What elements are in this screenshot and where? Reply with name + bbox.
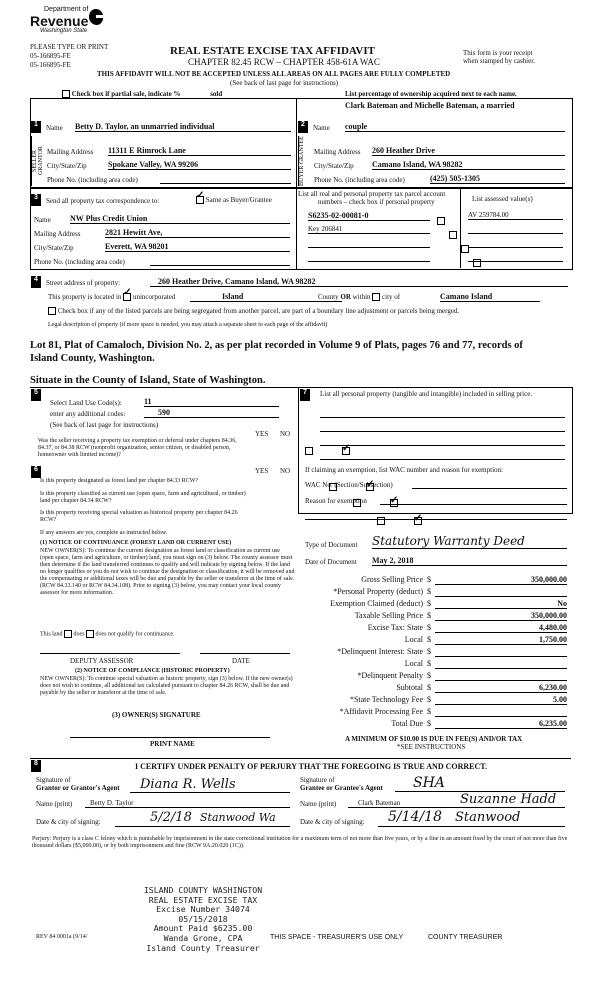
s6-no: NO bbox=[280, 467, 291, 475]
buyer-address-label: Mailing Address bbox=[314, 148, 361, 156]
parcel-2[interactable]: Key 206841 bbox=[308, 225, 430, 234]
calc-label: Total Due bbox=[391, 719, 423, 728]
county-or-row bbox=[318, 293, 400, 301]
doc-date-label: Date of Document bbox=[305, 558, 357, 566]
personal-line-1[interactable] bbox=[320, 417, 565, 418]
personal-line-3[interactable] bbox=[320, 445, 565, 446]
exemption-no-checkbox[interactable] bbox=[342, 447, 350, 455]
treasurer-stamp bbox=[128, 886, 278, 953]
buyer-address[interactable]: 260 Heather Drive bbox=[372, 146, 565, 156]
same-as-buyer-checkbox[interactable] bbox=[196, 196, 204, 204]
deputy-assessor-line[interactable] bbox=[40, 653, 180, 654]
assessed-1[interactable]: AV 259784.00 bbox=[468, 211, 563, 220]
notice1-title: (1) NOTICE OF CONTINUANCE (FOREST LAND OR CURRENT USE) bbox=[40, 540, 232, 546]
partial-sale-sold: sold bbox=[210, 90, 223, 98]
section-2-number: 2 bbox=[298, 121, 308, 133]
grantor-city: Stanwood Wa bbox=[200, 811, 276, 824]
seller-name-label: Name bbox=[46, 124, 63, 132]
same-as-buyer-row bbox=[196, 196, 272, 204]
additional-codes-label: enter any additional codes: bbox=[50, 410, 126, 418]
buyer-side-text: BUYER GRANTEE bbox=[298, 136, 311, 186]
current-use-question: Is this property classified as current use (open space, farm and agricultural, or timber) land per chapter 84.34 RCW? bbox=[40, 491, 246, 504]
this-land-label: This land bbox=[40, 631, 63, 638]
does-not-checkbox[interactable] bbox=[86, 630, 94, 638]
calc-label: Excise Tax: State bbox=[367, 623, 423, 632]
deputy-date-line[interactable] bbox=[200, 653, 290, 654]
see-instructions: *SEE INSTRUCTIONS bbox=[397, 743, 466, 751]
stamp-line-7: Island County Treasurer bbox=[146, 942, 260, 953]
corr-address[interactable]: 2821 Hewitt Ave, bbox=[105, 228, 290, 238]
form-code-2: 05-166895-FE bbox=[30, 61, 71, 69]
seller-name[interactable]: Betty D. Taylor, an unmarried individual bbox=[75, 122, 291, 132]
calc-currency: $ bbox=[427, 671, 431, 680]
seller-city[interactable]: Spokane Valley, WA 99206 bbox=[108, 160, 291, 170]
calc-value[interactable] bbox=[435, 587, 567, 597]
calc-value[interactable]: 6,230.00 bbox=[435, 683, 567, 693]
same-as-buyer-label: Same as Buyer/Grantee bbox=[205, 196, 272, 204]
dept-line3: Washington State bbox=[40, 28, 88, 34]
calc-label: *Affidavit Processing Fee bbox=[339, 707, 423, 716]
city-of-label: city of bbox=[382, 293, 401, 301]
grantee-name-label: Name (print) bbox=[300, 800, 337, 808]
corr-address-label: Mailing Address bbox=[34, 230, 81, 238]
exemption-question: Was the seller receiving a property tax exemption or deferral under chapters 84.36, 84.37, or 84.38 RCW (nonprofit organization, senior citizen, or disabled person, homeowner with limited income)? bbox=[38, 438, 237, 458]
calc-value[interactable] bbox=[435, 671, 567, 681]
calc-value[interactable]: 350,000.00 bbox=[435, 575, 567, 585]
stamp-line-4: 05/15/2018 bbox=[178, 913, 228, 924]
form-subtitle: CHAPTER 82.45 RCW – CHAPTER 458-61A WAC bbox=[188, 57, 380, 67]
deputy-date-label: DATE bbox=[232, 657, 250, 665]
deputy-assessor-label: DEPUTY ASSESSOR bbox=[70, 657, 134, 665]
grantee-date: 5/14/18 bbox=[388, 809, 442, 825]
does-not-label: does not qualify for continuance. bbox=[95, 631, 175, 638]
dor-logo-icon bbox=[88, 8, 104, 26]
grantor-sig-label-1: Signature of bbox=[36, 776, 71, 784]
notice2-body: NEW OWNER(S): To continue special valuation as historic property, sign (3) below. If the new owner(s) does not wish to continue, all additional tax calculated pursuant to chapter 84.26 RCW, shall be due and payable by the seller or transferor at the time of sale. bbox=[40, 676, 293, 696]
seller-address-label: Mailing Address bbox=[47, 148, 94, 156]
see-back-note: (See back of last page for instructions) bbox=[230, 79, 339, 87]
calc-label: Local bbox=[404, 659, 423, 668]
street-address[interactable]: 260 Heather Drive, Camano Island, WA 98282 bbox=[150, 277, 568, 287]
grantee-sig-label-2: Grantee or Grantee's Agent bbox=[300, 784, 383, 792]
form-code-1: 05-166895-FE bbox=[30, 52, 71, 60]
corr-name-label: Name bbox=[34, 216, 51, 224]
calc-value[interactable]: 4,480.00 bbox=[435, 623, 567, 633]
calc-label: *State Technology Fee bbox=[349, 695, 423, 704]
unincorporated-label: unincorporated bbox=[132, 293, 176, 301]
reason-label: Reason for exemption bbox=[305, 497, 367, 505]
calc-label: *Personal Property (deduct) bbox=[333, 587, 423, 596]
dept-line1: Department of bbox=[44, 6, 89, 13]
calc-row bbox=[305, 586, 570, 598]
buyer-name-line2[interactable]: couple bbox=[345, 122, 565, 132]
parcel-header-1: List all real and personal property tax parcel account bbox=[298, 190, 446, 198]
calc-value[interactable] bbox=[435, 647, 567, 657]
county-treasurer-label: COUNTY TREASURER bbox=[428, 934, 503, 941]
grantor-name-label: Name (print) bbox=[36, 800, 73, 808]
calc-row bbox=[305, 658, 570, 670]
wac-field[interactable] bbox=[412, 488, 567, 489]
calc-row bbox=[305, 646, 570, 658]
calc-label: *Delinquent Penalty bbox=[357, 671, 423, 680]
land-use-code[interactable]: 11 bbox=[144, 397, 279, 407]
grantor-date-label: Date & city of signing: bbox=[36, 818, 101, 826]
buyer-phone-label: Phone No. (including area code) bbox=[314, 176, 405, 184]
unincorporated-checkbox[interactable] bbox=[123, 293, 131, 301]
notice1-body: NEW OWNER(S): To continue the current designation as forest land or classification as current use (open space, farm and agriculture, or timber) land, you must sign on (3) below. The county assessor must then determine if the land transferred continues to qualify and will indicate by signing below. If the land no longer qualifies or you do not wish to continue the designation or classification, it will be removed and the compensating or additional taxes will be due and payable by the seller or transferor at the time of sale. (RCW 84.33.140 or RCW 84.34.108). Prior to signing (3) below, you may contact your local county assessor for more information. bbox=[40, 548, 295, 596]
receipt-note-1: This form is your receipt bbox=[463, 49, 533, 57]
any-answers-note: If any answers are yes, complete as instructed below. bbox=[40, 530, 168, 536]
partial-sale-label: Check box if partial sale, indicate % bbox=[71, 90, 181, 98]
exemption-yes-checkbox[interactable] bbox=[305, 447, 313, 455]
parcel-2-checkbox[interactable] bbox=[449, 231, 457, 239]
section-4-number: 4 bbox=[31, 276, 41, 288]
ownership-note: List percentage of ownership acquired next to each name. bbox=[345, 90, 517, 98]
calc-value[interactable]: 6,235.00 bbox=[435, 719, 567, 729]
calc-currency: $ bbox=[427, 695, 431, 704]
correspondence-label: Send all property tax correspondence to: bbox=[46, 197, 160, 205]
city-checkbox[interactable] bbox=[372, 293, 380, 301]
perjury-statement: Perjury: Perjury is a class C felony which is punishable by imprisonment in the state correctional institution for a maximum term of not more than five years, or by a fine in an amount fixed by the court of not more than five thousand dollars ($5,000.00), or by both imprisonment and fine (RCW 9A.20.020 (1C)). bbox=[32, 836, 568, 849]
seller-city-label: City/State/Zip bbox=[47, 162, 87, 170]
calc-currency: $ bbox=[427, 587, 431, 596]
seller-side-text: SELLER GRANTOR bbox=[31, 136, 44, 186]
doc-date[interactable]: May 2, 2018 bbox=[372, 556, 567, 566]
personal-property-label: List all personal property (tangible and intangible) included in selling price. bbox=[320, 390, 533, 398]
grantee-signature[interactable]: SHA bbox=[395, 775, 565, 792]
certify-statement: I CERTIFY UNDER PENALTY OF PERJURY THAT THE FOREGOING IS TRUE AND CORRECT. bbox=[135, 762, 488, 771]
calc-value[interactable] bbox=[435, 707, 567, 717]
calc-row bbox=[305, 718, 570, 730]
calc-value[interactable]: No bbox=[435, 599, 567, 609]
forest-question: Is this property designated as forest land per chapter 84.33 RCW? bbox=[40, 478, 199, 484]
grantor-sig-label-2: Grantor or Grantor's Agent bbox=[36, 784, 120, 792]
does-label: does bbox=[73, 631, 85, 638]
segregated-row bbox=[48, 307, 459, 315]
county-name[interactable]: Island bbox=[190, 292, 342, 302]
corr-phone-field[interactable] bbox=[150, 265, 290, 266]
calc-row bbox=[305, 706, 570, 718]
grantor-date: 5/2/18 bbox=[150, 810, 192, 825]
reason-field-2[interactable] bbox=[305, 519, 567, 520]
correspondence-divider bbox=[296, 188, 297, 269]
form-number: REV 84 0001a (9/14/ bbox=[36, 934, 88, 940]
located-label: This property is located in bbox=[48, 293, 122, 301]
legal-description-1: Lot 81, Plat of Camaloch, Division No. 2, as per plat recorded in Volume 9 of Plats, pages 76 and 77, records of bbox=[30, 340, 523, 351]
calc-currency: $ bbox=[427, 623, 431, 632]
calc-currency: $ bbox=[427, 683, 431, 692]
historic-question: Is this property receiving special valuation as historical property per chapter 84.26 RCW? bbox=[40, 510, 238, 523]
calc-currency: $ bbox=[427, 659, 431, 668]
land-use-label: Select Land Use Code(s): bbox=[50, 399, 122, 407]
county-label: County bbox=[318, 293, 339, 301]
treasurer-space-label: THIS SPACE - TREASURER'S USE ONLY bbox=[270, 934, 404, 941]
land-use-see-back: (See back of last page for instructions) bbox=[50, 421, 159, 429]
grantor-name[interactable]: Betty D. Taylor bbox=[85, 799, 290, 808]
doc-type[interactable]: Statutory Warranty Deed bbox=[372, 534, 567, 549]
exemption-claim-label: If claiming an exemption, list WAC number and reason for exemption: bbox=[305, 466, 503, 474]
buyer-city-label: City/State/Zip bbox=[314, 162, 354, 170]
dor-logo bbox=[30, 6, 100, 44]
stamp-line-5: Amount Paid $6235.00 bbox=[153, 923, 253, 934]
s6-yes: YES bbox=[255, 467, 269, 475]
calc-currency: $ bbox=[427, 611, 431, 620]
print-name-label: PRINT NAME bbox=[150, 740, 195, 748]
grantee-sig-label-1: Signature of bbox=[300, 776, 335, 784]
grantee-name-handwritten: Suzanne Hadd bbox=[460, 792, 557, 807]
assessed-2[interactable] bbox=[468, 233, 563, 234]
notice2-title: (2) NOTICE OF COMPLIANCE (HISTORIC PROPERTY) bbox=[75, 668, 230, 674]
calc-row bbox=[305, 598, 570, 610]
grantee-date-label: Date & city of signing: bbox=[300, 818, 365, 826]
calc-label: Exemption Claimed (deduct) bbox=[330, 599, 423, 608]
calc-currency: $ bbox=[427, 599, 431, 608]
calc-row bbox=[305, 622, 570, 634]
calc-row bbox=[305, 610, 570, 622]
wac-label: WAC No. (Section/Subsection) bbox=[305, 481, 393, 489]
calc-currency: $ bbox=[427, 707, 431, 716]
seller-phone-field[interactable] bbox=[160, 183, 291, 184]
calc-currency: $ bbox=[427, 647, 431, 656]
segregated-checkbox[interactable] bbox=[48, 307, 56, 315]
section-5-number: 5 bbox=[31, 389, 41, 401]
seller-side-label bbox=[31, 136, 43, 186]
corr-phone-label: Phone No. (including area code) bbox=[34, 258, 125, 266]
calc-value[interactable] bbox=[435, 659, 567, 669]
continuance-row bbox=[40, 630, 175, 638]
doc-type-label: Type of Document bbox=[305, 541, 358, 549]
section-8-number: 8 bbox=[31, 760, 41, 772]
within-label: within bbox=[352, 293, 371, 301]
parcel-1[interactable]: S6235-02-00081-0 bbox=[308, 211, 430, 221]
reason-field[interactable] bbox=[380, 504, 567, 505]
print-name-line[interactable] bbox=[70, 737, 270, 738]
located-row bbox=[48, 293, 175, 301]
left-column-frame bbox=[30, 387, 299, 388]
buyer-city[interactable]: Camano Island, WA 98282 bbox=[372, 160, 565, 170]
corr-name[interactable]: NW Plus Credit Union bbox=[70, 214, 290, 224]
land-use-yes: YES bbox=[255, 430, 269, 438]
legal-label: Legal description of property (if more space is needed, you may attach a separate sheet to each page of the affidavit) bbox=[48, 322, 328, 328]
calc-label: Taxable Selling Price bbox=[354, 611, 423, 620]
parcel-3[interactable] bbox=[308, 247, 430, 248]
buyer-name-label: Name bbox=[313, 124, 330, 132]
calc-row bbox=[305, 670, 570, 682]
section-7-number: 7 bbox=[300, 389, 310, 401]
grantee-name[interactable]: Clark Bateman bbox=[348, 799, 565, 808]
calc-currency: $ bbox=[427, 635, 431, 644]
stamp-line-1: ISLAND COUNTY WASHINGTON bbox=[143, 885, 263, 895]
personal-line-4[interactable] bbox=[320, 459, 565, 460]
legal-description-2: Island County, Washington. bbox=[30, 353, 155, 364]
party-divider bbox=[296, 98, 297, 187]
section-6-number: 6 bbox=[31, 466, 41, 478]
print-note: PLEASE TYPE OR PRINT bbox=[30, 43, 109, 51]
calc-value[interactable]: 1,750.00 bbox=[435, 635, 567, 645]
city-value[interactable]: Camano Island bbox=[440, 292, 540, 302]
section-7-box bbox=[298, 387, 573, 514]
calc-value[interactable]: 350,000.00 bbox=[435, 611, 567, 621]
dept-line2: Revenue bbox=[30, 13, 89, 29]
calc-label: *Delinquent Interest: State bbox=[337, 647, 423, 656]
additional-codes[interactable]: 590 bbox=[144, 408, 279, 418]
section-3-number: 3 bbox=[31, 194, 41, 206]
stamp-line-6: Wanda Grone, CPA bbox=[163, 932, 243, 943]
form-title: REAL ESTATE EXCISE TAX AFFIDAVIT bbox=[170, 45, 375, 57]
minimum-note: A MINIMUM OF $10.00 IS DUE IN FEE(S) AND/OR TAX bbox=[345, 735, 523, 743]
corr-city[interactable]: Everett, WA 98201 bbox=[105, 242, 290, 252]
calc-currency: $ bbox=[427, 575, 431, 584]
section-1-number: 1 bbox=[31, 121, 41, 133]
calc-label: Subtotal bbox=[396, 683, 423, 692]
land-use-no: NO bbox=[280, 430, 291, 438]
situate-line: Situate in the County of Island, State of Washington. bbox=[30, 375, 266, 386]
receipt-note-2: when stamped by cashier. bbox=[463, 57, 535, 65]
does-checkbox[interactable] bbox=[64, 630, 72, 638]
street-label: Street address of property: bbox=[46, 279, 121, 287]
calc-row bbox=[305, 694, 570, 706]
assessed-4[interactable] bbox=[468, 261, 563, 262]
stamp-line-3: Excise Number 34074 bbox=[156, 904, 250, 915]
seller-phone-label: Phone No. (including area code) bbox=[47, 176, 138, 184]
grantee-city: Stanwood bbox=[455, 810, 521, 825]
calc-value[interactable]: 5.00 bbox=[435, 695, 567, 705]
parcel-col-divider bbox=[460, 188, 461, 268]
segregated-label: Check box if any of the listed parcels are being segregated from another parcel, are part of a boundary line adjustment or parcels being merged. bbox=[57, 307, 460, 315]
parcel-1-checkbox[interactable] bbox=[437, 217, 445, 225]
assessed-3[interactable] bbox=[468, 247, 563, 248]
corr-city-label: City/State/Zip bbox=[34, 244, 74, 252]
calc-row bbox=[305, 574, 570, 586]
owner-signature-label: (3) OWNER(S) SIGNATURE bbox=[112, 711, 201, 719]
personal-line-2[interactable] bbox=[320, 431, 565, 432]
parcel-header-2: numbers – check box if personal property bbox=[318, 198, 435, 206]
calc-label: Local bbox=[404, 635, 423, 644]
stamp-line-2: REAL ESTATE EXCISE TAX bbox=[148, 894, 258, 905]
form-warning: THIS AFFIDAVIT WILL NOT BE ACCEPTED UNLESS ALL AREAS ON ALL PAGES ARE FULLY COMPLETED bbox=[97, 70, 451, 78]
buyer-name-line1[interactable]: Clark Bateman and Michelle Bateman, a married bbox=[345, 101, 515, 110]
calc-label: Gross Selling Price bbox=[361, 575, 423, 584]
section-8-rule bbox=[30, 758, 571, 759]
parcel-4[interactable] bbox=[308, 261, 430, 262]
or-label: OR bbox=[340, 293, 351, 301]
calc-row bbox=[305, 634, 570, 646]
assessed-header: List assessed value(s) bbox=[472, 195, 533, 203]
calc-currency: $ bbox=[427, 719, 431, 728]
buyer-side-label bbox=[298, 136, 310, 186]
seller-address[interactable]: 11311 E Rimrock Lane bbox=[108, 146, 291, 156]
grantor-signature[interactable]: Diana R. Wells bbox=[130, 777, 290, 793]
buyer-phone[interactable]: (425) 505-1305 bbox=[430, 174, 565, 184]
calc-row bbox=[305, 682, 570, 694]
